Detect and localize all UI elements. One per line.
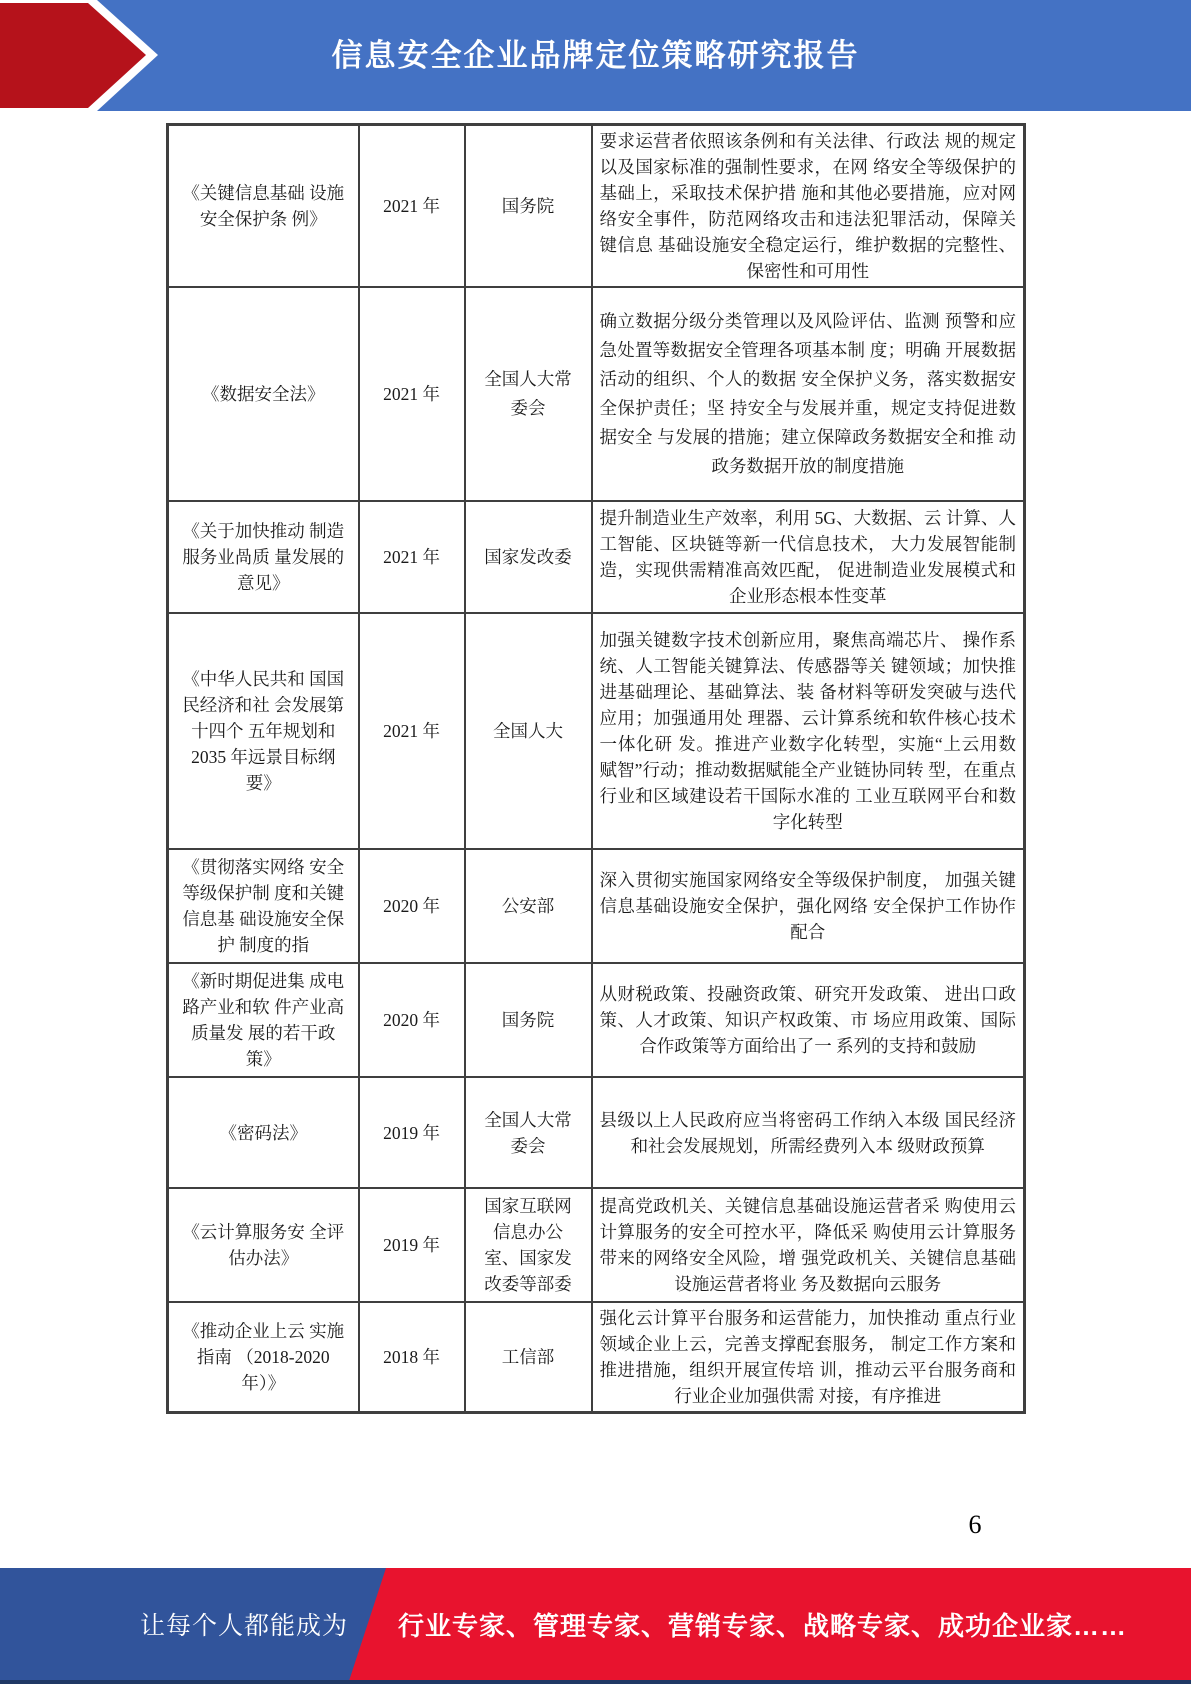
table-row <box>168 1188 1025 1302</box>
table-row <box>168 287 1025 501</box>
cell-desc: 确立数据分级分类管理以及风险评估、监测 预警和应急处置等数据安全管理各项基本制 度；明确 开展数据活动的组织、个人的数据 安全保护义务，落实数据安全保护责任；坚 持安全与发展并重，规定支持促进数据安全 与发展的措施；建立保障政务数据安全和推 动政务数据开放的制度措施 <box>592 287 1025 501</box>
cell-desc: 提高党政机关、关键信息基础设施运营者采 购使用云计算服务的安全可控水平，降低采 购使用云计算服务带来的网络安全风险，增 强党政机关、关键信息基础设施运营者将业 务及数据向云服务 <box>592 1188 1025 1302</box>
footer-slogan-left: 让每个人都能成为 <box>140 1612 349 1640</box>
footer-slogan-right: 行业专家、管理专家、营销专家、战略专家、成功企业家…… <box>398 1610 1128 1641</box>
cell-desc: 深入贯彻实施国家网络安全等级保护制度， 加强关键信息基础设施安全保护，强化网络 安全保护工作协作配合 <box>592 849 1025 963</box>
cell-issuer: 公安部 <box>465 849 592 963</box>
cell-issuer: 全国人大 <box>465 613 592 849</box>
cell-year: 2019 年 <box>359 1077 465 1188</box>
cell-name: 《关于加快推动 制造服务业咼质 量发展的意见》 <box>168 501 359 613</box>
cell-year: 2019 年 <box>359 1188 465 1302</box>
cell-issuer: 工信部 <box>465 1302 592 1413</box>
policy-table-body <box>168 125 1025 1413</box>
cell-name: 《关键信息基础 设施安全保护条 例》 <box>168 125 359 288</box>
cell-year: 2020 年 <box>359 963 465 1077</box>
report-title: 信息安全企业品牌定位策略研究报告 <box>331 37 860 73</box>
cell-name: 《推动企业上云 实施指南 （2018-2020 年）》 <box>168 1302 359 1413</box>
cell-year: 2021 年 <box>359 125 465 288</box>
cell-year: 2021 年 <box>359 287 465 501</box>
cell-name: 《密码法》 <box>168 1077 359 1188</box>
cell-desc: 要求运营者依照该条例和有关法律、行政法 规的规定以及国家标准的强制性要求，在网 络安全等级保护的基础上，采取技术保护措 施和其他必要措施，应对网络安全事件，防范网络攻击和违法犯罪活动，保障关键信息 基础设施安全稳定运行，维护数据的完整性、 保密性和可用性 <box>592 125 1025 288</box>
table-row <box>168 501 1025 613</box>
cell-year: 2020 年 <box>359 849 465 963</box>
table-row <box>168 1302 1025 1413</box>
cell-year: 2021 年 <box>359 501 465 613</box>
cell-year: 2021 年 <box>359 613 465 849</box>
policy-table <box>166 123 1026 1414</box>
cell-issuer: 全国人大常 委会 <box>465 1077 592 1188</box>
cell-name: 《中华人民共和 国国民经济和社 会发展第十四个 五年规划和 2035 年远景目标纲要》 <box>168 613 359 849</box>
footer-bottom-strip <box>0 1680 1191 1684</box>
cell-issuer: 国务院 <box>465 125 592 288</box>
cell-issuer: 全国人大常 委会 <box>465 287 592 501</box>
table-row <box>168 125 1025 288</box>
table-row <box>168 1077 1025 1188</box>
cell-issuer: 国家发改委 <box>465 501 592 613</box>
table-row <box>168 849 1025 963</box>
cell-name: 《数据安全法》 <box>168 287 359 501</box>
page-footer <box>0 1568 1191 1684</box>
cell-desc: 从财税政策、投融资政策、研究开发政策、 进出口政策、人才政策、知识产权政策、市 场应用政策、国际合作政策等方面给出了一 系列的支持和鼓励 <box>592 963 1025 1077</box>
cell-desc: 加强关键数字技术创新应用，聚焦高端芯片、 操作系统、人工智能关键算法、传感器等关 键领域；加快推进基础理论、基础算法、装 备材料等研发突破与迭代应用；加强通用处 理器、云计算系统和软件核心技术一体化研 发。推进产业数字化转型，实施“上云用数 赋智”行动；推动数据赋能全产业链协同转 型，在重点行业和区域建设若干国际水准的 工业互联网平台和数字化转型 <box>592 613 1025 849</box>
cell-desc: 县级以上人民政府应当将密码工作纳入本级 国民经济和社会发展规划，所需经费列入本 级财政预算 <box>592 1077 1025 1188</box>
table-row <box>168 963 1025 1077</box>
page-header <box>0 0 1191 111</box>
cell-name: 《贯彻落实网络 安全等级保护制 度和关键信息基 础设施安全保护 制度的指 <box>168 849 359 963</box>
cell-issuer: 国家互联网 信息办公 室、国家发 改委等部委 <box>465 1188 592 1302</box>
cell-name: 《新时期促进集 成电路产业和软 件产业高质量发 展的若干政策》 <box>168 963 359 1077</box>
table-row <box>168 613 1025 849</box>
cell-desc: 强化云计算平台服务和运营能力，加快推动 重点行业领域企业上云，完善支撑配套服务， 制定工作方案和推进措施，组织开展宣传培 训，推动云平台服务商和行业企业加强供需 对接，有序推进 <box>592 1302 1025 1413</box>
cell-name: 《云计算服务安 全评估办法》 <box>168 1188 359 1302</box>
cell-year: 2018 年 <box>359 1302 465 1413</box>
page-number: 6 <box>968 1510 982 1539</box>
cell-issuer: 国务院 <box>465 963 592 1077</box>
cell-desc: 提升制造业生产效率，利用 5G、大数据、云 计算、人工智能、区块链等新一代信息技术， 大力发展智能制造，实现供需精准高效匹配， 促进制造业发展模式和企业形态根本性变革 <box>592 501 1025 613</box>
